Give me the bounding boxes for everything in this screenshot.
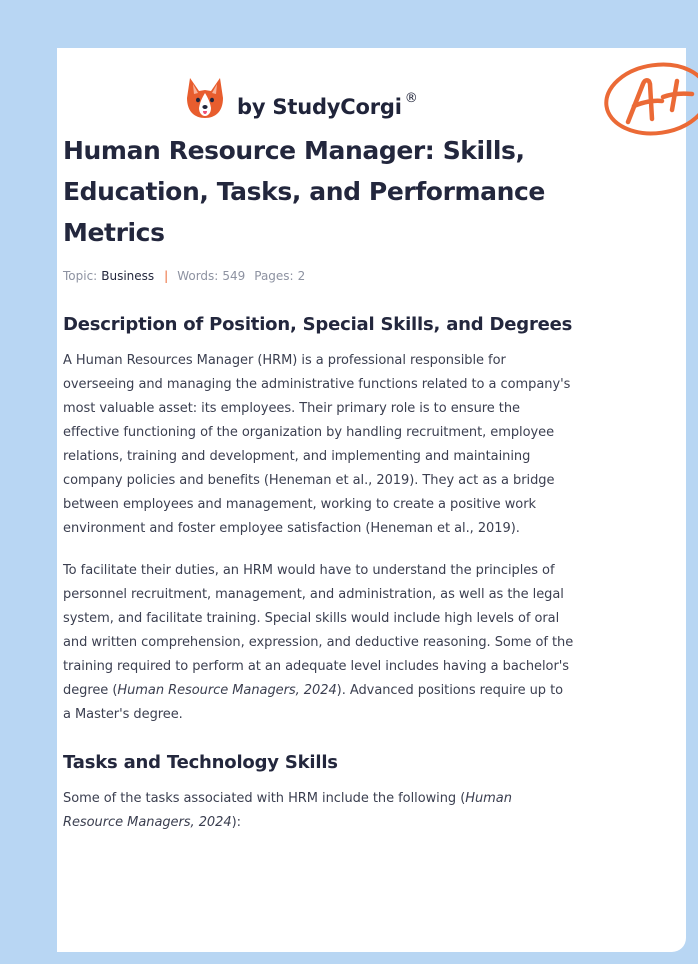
section-heading-tasks: Tasks and Technology Skills	[63, 752, 338, 773]
section-heading-description: Description of Position, Special Skills, and Degrees	[63, 314, 573, 335]
article-meta	[63, 269, 575, 283]
words-count: 549	[222, 269, 246, 283]
paragraph-description: A Human Resources Manager (HRM) is a professional responsible for overseeing and managing the administrative functions related to a company's most valuable asset: its employees. Their primary role is to ensure the effective functioning of the organization by handling recruitment, employee relations, training and development, and implementing and maintaining company policies and benefits (Heneman et al., 2019). They act as a bridge between employees and management, working to create a positive work environment and foster employee satisfaction (Heneman et al., 2019).	[63, 353, 571, 536]
article-title: Human Resource Manager: Skills, Education, Tasks, and Performance Metrics	[63, 136, 545, 247]
article-content	[63, 130, 575, 835]
paragraph-tasks-text-after: ):	[231, 815, 241, 830]
studycorgi-logo[interactable]	[185, 76, 418, 120]
paragraph-tasks	[63, 787, 575, 835]
paragraph-training-text-before: To facilitate their duties, an HRM would have to understand the principles of personnel recruitment, management, and administration, as well as the legal system, and facilitate training. Special skills would include high levels of oral and written comprehension, expression, and deductive reasoning. Some of the training required to perform at an adequate level includes having a bachelor's degree (	[63, 563, 574, 698]
brand-name	[237, 90, 418, 119]
topic-link[interactable]: Business	[101, 269, 155, 283]
pages-count: 2	[297, 269, 306, 283]
corgi-icon	[185, 76, 225, 120]
words-label: Words:	[177, 269, 219, 283]
citation-human-resource-managers: Human Resource Managers, 2024	[117, 683, 337, 698]
topic-label: Topic:	[63, 269, 98, 283]
brand-text: by StudyCorgi	[237, 94, 402, 119]
paragraph-tasks-text-before: Some of the tasks associated with HRM include the following (	[63, 791, 466, 806]
a-plus-grade-icon	[603, 61, 698, 137]
paragraph-training-text-after: ). Advanced positions require up to a Master's degree.	[63, 683, 564, 722]
pages-label: Pages:	[254, 269, 294, 283]
registered-mark: ®	[404, 90, 418, 106]
meta-separator: |	[164, 269, 169, 283]
paragraph-training	[63, 559, 575, 727]
citation-human-resource-managers-tasks: Human Resource Managers, 2024	[63, 791, 512, 830]
